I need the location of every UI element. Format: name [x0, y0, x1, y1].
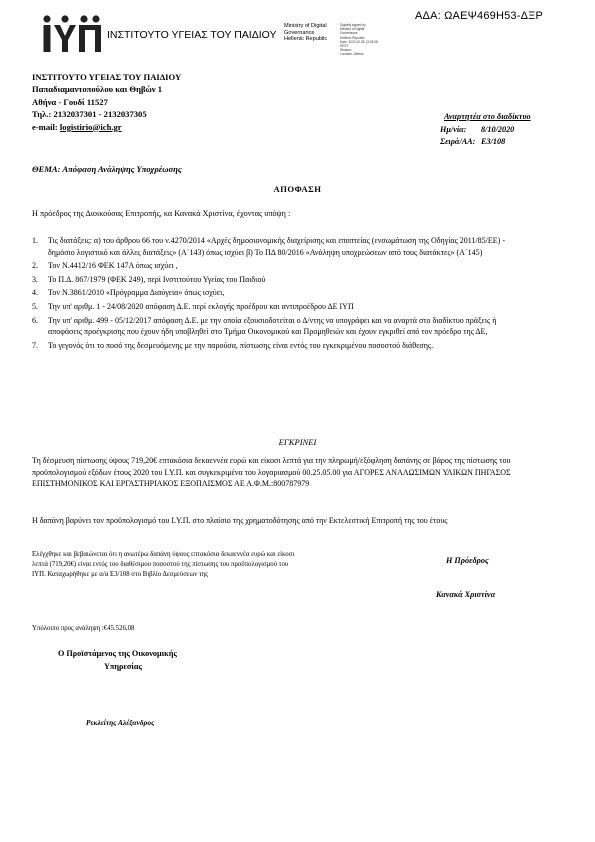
president-title: Η Πρόεδρος	[446, 556, 489, 565]
list-item: 2. Τον Ν.4412/16 ΦΕΚ 147Α όπως ισχύει ,	[32, 261, 178, 271]
list-item: 7. Το γεγονός ότι το ποσό της δεσμευόμενης με την παρούσα, πίστωσης είναι εντός του εγκεκριμένου ποσοστού διάθεσης.	[32, 340, 434, 350]
intro-text: Η πρόεδρος της Διοικούσας Επιτροπής, κα Κανακά Χριστίνα, έχοντας υπόψη :	[32, 209, 291, 218]
digital-signature-details: Digitally signed by Ministry of Digital Governance, Hellenic Republic Date: 2020.10.08 13:33:08 EEST Reason: Location: Athens	[340, 23, 378, 57]
subject-line: ΘΕΜΑ: Απόφαση Ανάληψης Υποχρέωσης	[32, 164, 182, 174]
email-link[interactable]: logistirio@ich.gr	[59, 121, 122, 132]
financial-head-title-2: Υπηρεσίας	[104, 662, 142, 671]
approval-heading: ΕΓΚΡΙΝΕΙ	[278, 437, 317, 447]
list-item: 5. Την υπ' αριθμ. 1 - 24/08/2020 απόφαση Δ.Ε. περί εκλογής προέδρου και αντιπροέδρου ΔΕ ΙΥΠ	[32, 301, 354, 311]
announcement-note: Αναρτητέα στο διαδίκτυο	[444, 112, 531, 121]
ministry-stamp: Ministry of Digital Governance Hellenic Republic	[284, 23, 328, 43]
financial-head-title: Ο Προϊστάμενος της Οικονομικής	[58, 649, 177, 658]
sender-phone: Τηλ.: 2132037301 - 2132037305	[32, 109, 147, 120]
certification-text: Ελέγχθηκε και βεβαιώνεται ότι η ανωτέρω δαπάνη ύψους επτακόσια δεκαεννέα ευρώ και είκοσι λεπτά (719,20€) είναι εντός του διαθέσιμου ποσοστού της πίστωσης του προϋπολογισμού του ΙΥΠ. Καταχωρήθηκε με α/α Ε3/108 στο Βιβλίο Δεσμεύσεων της	[32, 551, 295, 578]
document-date: 8/10/2020	[481, 125, 515, 134]
institute-logo	[40, 14, 102, 54]
sender-name: ΙΝΣΤΙΤΟΥΤΟ ΥΓΕΙΑΣ ΤΟΥ ΠΑΙΔΙΟΥ	[32, 72, 182, 82]
sender-street: Παπαδιαμαντοπούλου και Θηβών 1	[32, 84, 163, 95]
decision-text: Τη δέσμευση πίστωσης ύψους 719,20€ επτακόσια δεκαεννέα ευρώ και είκοσι λεπτά για την πληρωμή/εξόφληση δαπάνης σε βάρος της πίστωσης του προϋπολογισμού εξόδων έτους 2020 του Ι.Υ.Π. και συγκεκριμένα του λογαριασμού 00.25.05.00 για ΑΓΟΡΕΣ ΑΝΑΛΩΣΙΜΩΝ ΥΛΙΚΩΝ ΠΗΓΑΣΟΣ ΕΠΙΣΤΗΜΟΝΙΚΟΣ ΚΑΙ ΕΡΓΑΣΤΗΡΙΑΚΟΣ ΕΞΟΠΛΙΣΜΟΣ ΑΕ Α.Φ.Μ.:800787979	[32, 456, 511, 489]
financial-head-name: Ρεκλείτης Αλέξανδρος	[86, 718, 155, 727]
list-item: 6. Την υπ' αριθμ. 499 - 05/12/2017 απόφαση Δ.Ε. με την οποία εξουσιοδοτείται ο Δ/ντης να υπογράφει και να αναρτά στο διαδίκτυο πράξεις ή αποφάσεις προέγκρισης που έχουν ήδη υποβληθεί στο Τμήμα Οικονομικού και Προμηθειών και έχουν εγκριθεί από τον πρόεδρο της ΔΕ,	[32, 315, 497, 337]
document-meta: Ημ/νία: 8/10/2020 Σειρά/ΑΑ: Ε3/108	[440, 125, 515, 147]
list-item: 3. Το Π.Δ. 867/1979 (ΦΕΚ 249), περί Ινστιτούτου Υγείας του Παιδιού	[32, 274, 266, 284]
considerations-list	[32, 235, 522, 353]
document-serial: Ε3/108	[481, 137, 506, 147]
sender-address: ΙΝΣΤΙΤΟΥΤΟ ΥΓΕΙΑΣ ΤΟΥ ΠΑΙΔΙΟΥ Παπαδιαμαντοπούλου και Θηβών 1 Αθήνα - Γουδί 11527 Τηλ.: 2132037301 - 2132037305 e-mail: logistirio@ich.gr	[32, 72, 182, 132]
remaining-balance: Υπόλοιπο προς ανάληψη :€45.526,08	[32, 625, 135, 632]
sender-city: Αθήνα - Γουδί 11527	[32, 96, 108, 107]
ada-code: ΑΔΑ: ΩΑΕΨ469Η53-ΔΞΡ	[415, 10, 544, 22]
list-item: 1. Τις διατάξεις: α) του άρθρου 66 του ν.4270/2014 «Αρχές δημοσιονομικής διαχείρισης και εποπτείας (ενσωμάτωση της Οδηγίας 2011/85/ΕΕ) - δημόσιο λογιστικό και άλλες διατάξεις» (Α΄143) όπως ισχύει β) Το ΠΔ 80/2016 «Ανάληψη υποχρεώσεων από τους διατάκτες» (Α΄145)	[32, 236, 506, 257]
president-name: Κανακά Χριστίνα	[436, 590, 496, 599]
budget-text: Η δαπάνη βαρύνει τον προϋπολογισμό του Ι.Υ.Π. στο πλαίσιο της χρηματοδότησης από την Εκτελεστική Επιτροπή της του έτους	[32, 516, 448, 525]
decision-title: ΑΠΟΦΑΣΗ	[273, 184, 322, 194]
list-item: 4. Τον Ν.3861/2010 «Πρόγραμμα Διαύγεια» όπως ισχύει,	[32, 288, 225, 298]
institute-name: ΙΝΣΤΙΤΟΥΤΟ ΥΓΕΙΑΣ ΤΟΥ ΠΑΙΔΙΟΥ	[107, 29, 277, 41]
